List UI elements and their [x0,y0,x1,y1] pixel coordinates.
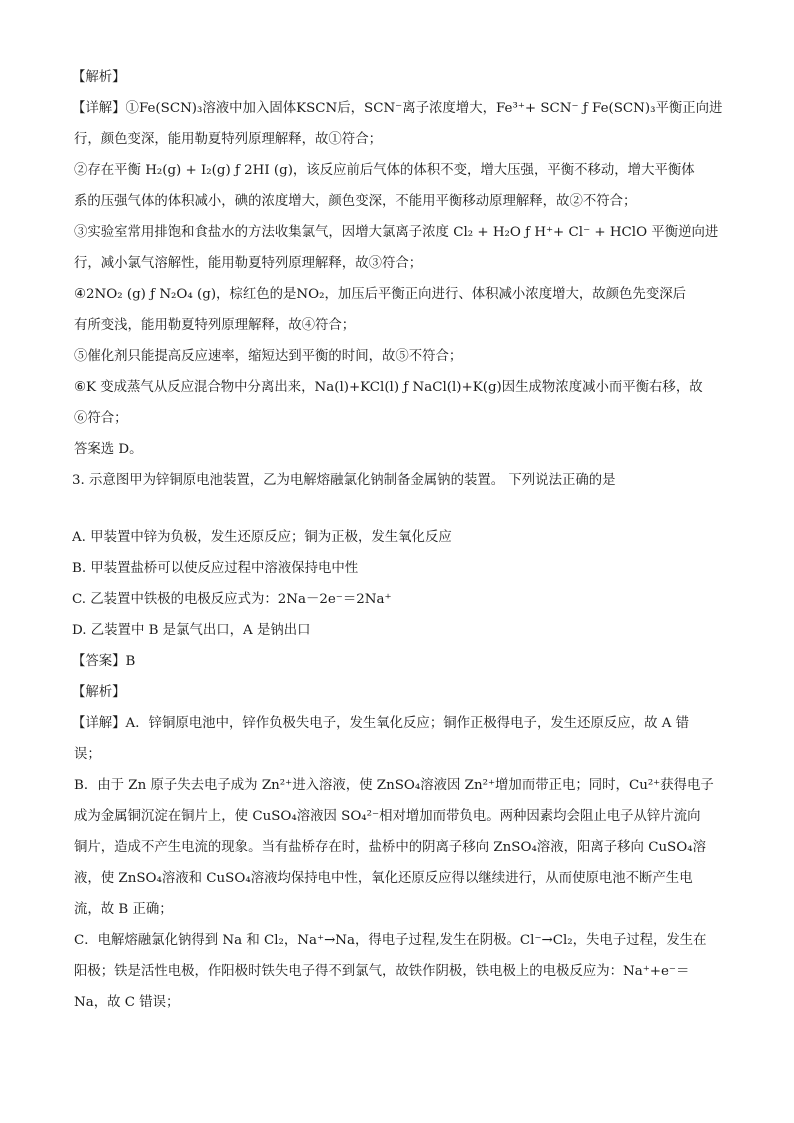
detail-line: 误； [74,747,101,762]
detail-line: ⑥符合； [74,411,128,426]
detail-line: ③实验室常用排饱和食盐水的方法收集氯气，因增大氯离子浓度 Cl₂ + H₂O ƒ H⁺+ Cl⁻ + HClO 平衡逆向进 [74,225,719,240]
detail-line: B．由于 Zn 原子失去电子成为 Zn²⁺进入溶液，使 ZnSO₄溶液因 Zn²⁺增加而带正电；同时，Cu²⁺获得电子 [74,778,714,793]
analysis-label: 【解析】 [72,685,126,700]
detail-line: 阳极；铁是活性电极，作阳极时铁失电子得不到氯气，故铁作阴极，铁电极上的电极反应为：Na⁺+e⁻＝ [74,964,690,979]
figure-gap [72,496,727,522]
detail-line: ⑤催化剂只能提高反应速率，缩短达到平衡的时间，故⑤不符合； [74,349,463,364]
question-3-stem: 3. 示意图甲为锌铜原电池装置，乙为电解熔融氯化钠制备金属钠的装置。 下列说法正确的是 [72,473,616,488]
analysis-label: 【解析】 [72,70,126,85]
option-c: C. 乙装置中铁极的电极反应式为：2Na－2e⁻＝2Na⁺ [72,592,392,607]
detail-line: 系的压强气体的体积减小，碘的浓度增大，颜色变深，不能用平衡移动原理解释，故②不符合； [74,194,637,209]
option-d: D. 乙装置中 B 是氯气出口，A 是钠出口 [72,623,311,638]
detail-line: ②存在平衡 H₂(g) + I₂(g) ƒ 2HI (g)，该反应前后气体的体积不变，增大压强，平衡不移动，增大平衡体 [74,163,695,178]
detail-line: 【详解】①Fe(SCN)₃溶液中加入固体KSCN后，SCN⁻离子浓度增大，Fe³⁺+ SCN⁻ ƒ Fe(SCN)₃平衡正向进 [72,101,723,116]
detail-line: Na，故 C 错误； [74,995,180,1010]
detail-line: 流，故 B 正确； [74,902,173,917]
detail-line: 成为金属铜沉淀在铜片上，使 CuSO₄溶液因 SO₄²⁻相对增加而带负电。两种因素均会阻止电子从锌片流向 [74,809,701,824]
detail-line: ⑥K 变成蒸气从反应混合物中分离出来，Na(l)+KCl(l) ƒ NaCl(l)+K(g)因生成物浓度减小而平衡右移，故 [74,380,703,395]
option-b: B. 甲装置盐桥可以使反应过程中溶液保持电中性 [72,561,359,576]
detail-line: 行，减小氯气溶解性，能用勒夏特列原理解释，故③符合； [74,256,423,271]
option-a: A. 甲装置中锌为负极，发生还原反应；铜为正极，发生氧化反应 [72,530,452,545]
detail-line: 【详解】A．锌铜原电池中，锌作负极失电子，发生氧化反应；铜作正极得电子，发生还原反应，故 A 错 [72,716,690,731]
answer-line: 答案选 D。 [74,442,143,457]
detail-line: 液，使 ZnSO₄溶液和 CuSO₄溶液均保持电中性，氧化还原反应得以继续进行，从而使原电池不断产生电 [74,871,693,886]
detail-line: 有所变浅，能用勒夏特列原理解释，故④符合； [74,318,356,333]
answer-label: 【答案】B [72,654,136,669]
detail-line: ④2NO₂ (g) ƒ N₂O₄ (g)，棕红色的是NO₂，加压后平衡正向进行、体积减小浓度增大，故颜色先变深后 [74,287,686,302]
detail-line: 行，颜色变深，能用勒夏特列原理解释，故①符合； [74,132,382,147]
detail-line: C．电解熔融氯化钠得到 Na 和 Cl₂，Na⁺→Na，得电子过程,发生在阴极。Cl⁻→Cl₂，失电子过程，发生在 [74,933,707,948]
document-content [72,62,727,1018]
detail-line: 铜片，造成不产生电流的现象。当有盐桥存在时，盐桥中的阴离子移向 ZnSO₄溶液，阳离子移向 CuSO₄溶 [74,840,706,855]
